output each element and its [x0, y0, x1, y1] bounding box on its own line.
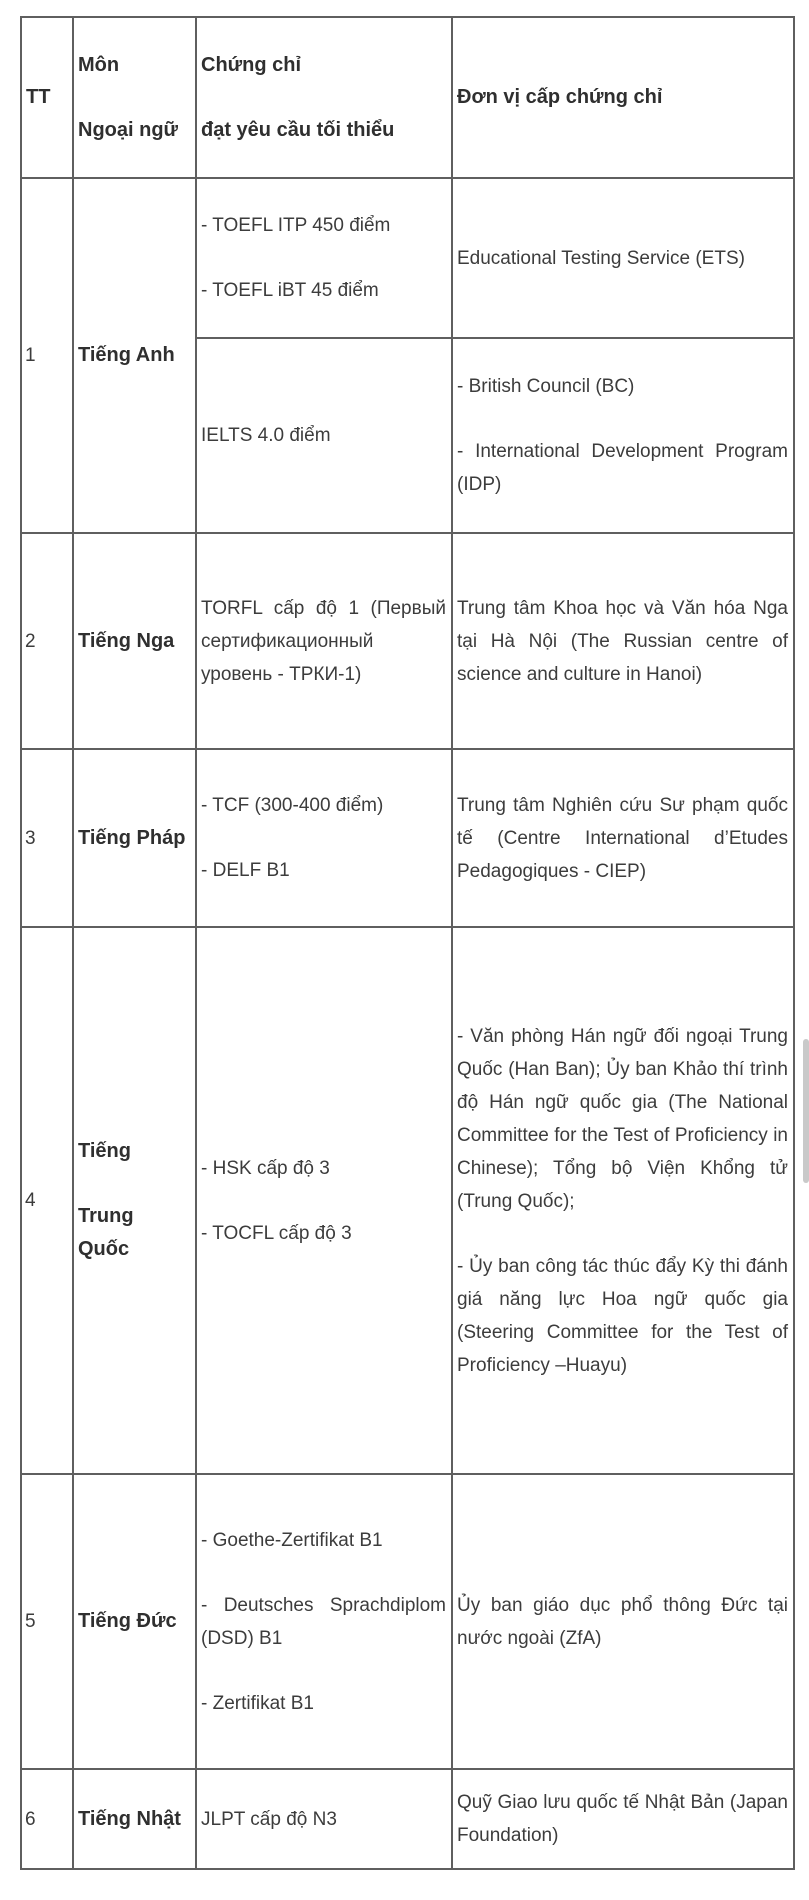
- certificate-cell: IELTS 4.0 điểm: [196, 338, 452, 533]
- subject-cell: Tiếng Nhật: [73, 1769, 196, 1869]
- certificate-cell: - HSK cấp độ 3 - TOCFL cấp độ 3: [196, 927, 452, 1474]
- issuer-cell: - British Council (BC) - International Development Program (IDP): [452, 338, 794, 533]
- row-number-cell: 4: [21, 927, 73, 1474]
- table-row-japanese: [21, 1769, 794, 1869]
- certificate-cell: JLPT cấp độ N3: [196, 1769, 452, 1869]
- issuer-cell: Trung tâm Khoa học và Văn hóa Nga tại Hà Nội (The Russian centre of science and culture in Hanoi): [452, 533, 794, 749]
- issuer-cell: Educational Testing Service (ETS): [452, 178, 794, 338]
- issuer-cell: Trung tâm Nghiên cứu Sư phạm quốc tế (Centre International d’Etudes Pedagogiques - CIEP): [452, 749, 794, 927]
- header-row: [21, 17, 794, 178]
- subject-cell: Tiếng Nga: [73, 533, 196, 749]
- certificate-cell: - TCF (300-400 điểm) - DELF B1: [196, 749, 452, 927]
- subject-cell: Tiếng Trung Quốc: [73, 927, 196, 1474]
- certificate-cell: - TOEFL ITP 450 điểm - TOEFL iBT 45 điểm: [196, 178, 452, 338]
- subject-cell: Tiếng Anh: [73, 178, 196, 533]
- header-cell-tt: TT: [21, 17, 73, 178]
- table-row-chinese: [21, 927, 794, 1474]
- issuer-cell: - Văn phòng Hán ngữ đối ngoại Trung Quốc (Han Ban); Ủy ban Khảo thí trình độ Hán ngữ quốc gia (The National Committee for the Test of Proficiency in Chinese); Tổng bộ Viện Khổng tử (Trung Quốc); - Ủy ban công tác thúc đẩy Kỳ thi đánh giá năng lực Hoa ngữ quốc gia (Steering Committee for the Test of Proficiency –Huayu): [452, 927, 794, 1474]
- certificate-cell: - Goethe-Zertifikat B1 - Deutsches Sprachdiplom (DSD) B1 - Zertifikat B1: [196, 1474, 452, 1769]
- table-row-french: [21, 749, 794, 927]
- row-number-cell: 2: [21, 533, 73, 749]
- certificates-table: [20, 16, 795, 1870]
- subject-cell: Tiếng Pháp: [73, 749, 196, 927]
- row-number-cell: 5: [21, 1474, 73, 1769]
- table-row-german: [21, 1474, 794, 1769]
- scrollbar-thumb[interactable]: [803, 1039, 809, 1183]
- table-row-english-1: [21, 178, 794, 338]
- header-cell-issuer: Đơn vị cấp chứng chỉ: [452, 17, 794, 178]
- issuer-cell: Quỹ Giao lưu quốc tế Nhật Bản (Japan Foundation): [452, 1769, 794, 1869]
- header-cell-certificate: Chứng chỉ đạt yêu cầu tối thiểu: [196, 17, 452, 178]
- row-number-cell: 3: [21, 749, 73, 927]
- header-cell-subject: Môn Ngoại ngữ: [73, 17, 196, 178]
- subject-cell: Tiếng Đức: [73, 1474, 196, 1769]
- row-number-cell: 6: [21, 1769, 73, 1869]
- issuer-cell: Ủy ban giáo dục phổ thông Đức tại nước ngoài (ZfA): [452, 1474, 794, 1769]
- certificate-cell: TORFL cấp độ 1 (Первый сертификационный уровень - ТРКИ-1): [196, 533, 452, 749]
- table-row-russian: [21, 533, 794, 749]
- row-number-cell: 1: [21, 178, 73, 533]
